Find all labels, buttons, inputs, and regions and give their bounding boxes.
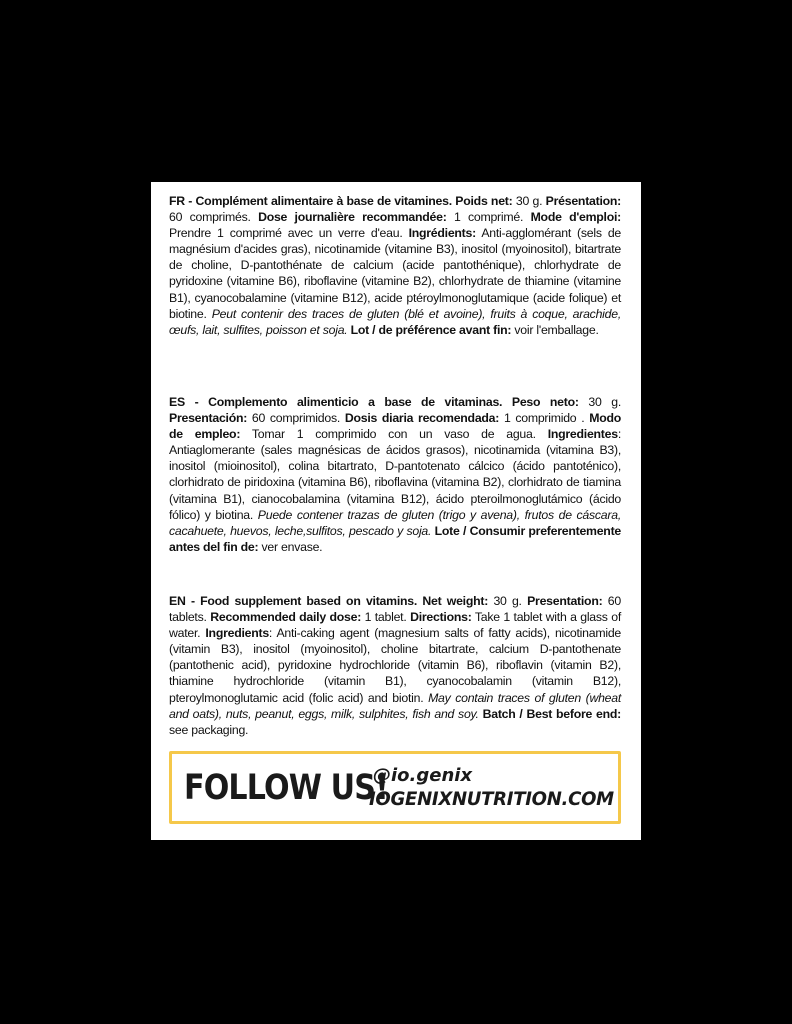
es-net-weight-label: Peso neto: xyxy=(511,395,579,409)
fr-net-weight-label: Poids net: xyxy=(455,194,513,208)
es-ingredients-label: Ingredientes xyxy=(547,427,618,442)
fr-lot-label: Lot / de préférence avant fin: xyxy=(350,322,512,337)
es-lot-value: ver envase. xyxy=(261,539,323,554)
es-dose-label: Dosis diaria recomendada: xyxy=(344,411,500,426)
fr-heading: FR - Complément alimentaire à base de vitamines. xyxy=(169,194,452,208)
label-section-es xyxy=(169,394,621,555)
label-section-en xyxy=(169,593,621,738)
fr-net-weight-value: 30 g. xyxy=(515,194,543,208)
website-url: IOGENIXNUTRITION.COM xyxy=(369,788,614,810)
fr-allergens: Peut contenir des traces de gluten (blé et avoine), fruits à coque, arachide, œufs, lait, sulfites, poisson et soja. xyxy=(169,306,621,337)
fr-ingredients-value: Anti-agglomérant (sels de magnésium d'acides gras), nicotinamide (vitamine B3), inositol (myoinositol), bitartrate de choline, D-pantothénate de calcium (acide pantothénique), chlorhydrate de pyridoxine (vitamine B6), riboflavine (vitamine B2), chlorhydrate de thiamine (vitamine B1), cyanocobalamine (vitamine B12), acide ptéroylmonoglutamique (acide folique) et biotine. xyxy=(169,226,622,321)
en-lot-label: Batch / Best before end: xyxy=(482,706,621,721)
es-heading: ES - Complemento alimenticio a base de vitaminas. xyxy=(169,395,503,409)
es-net-weight-value: 30 g. xyxy=(588,395,621,409)
es-dose-value: 1 comprimido . xyxy=(503,411,585,426)
es-ingredients-value: : Antiaglomerante (sales magnésicas de ácidos grasos), nicotinamida (vitamina B3), inositol (mioinositol), colina bitartrato, D-pantotenato cálcico (ácido pantoténico), clorhidrato de piridoxina (vitamina B6), riboflavina (vitamina B2), clorhidrato de tiamina (vitamina B1), cianocobalamina (vitamina B12), ácido pteroilmonoglutámico (ácido fólico) y biotina. xyxy=(169,427,621,522)
es-presentation-value: 60 comprimidos. xyxy=(251,411,341,426)
es-directions-value: Tomar 1 comprimido con un vaso de agua. xyxy=(251,427,536,442)
es-directions-label: Modo de empleo: xyxy=(169,411,621,442)
en-presentation-label: Presentation: xyxy=(527,594,603,608)
fr-presentation-label: Présentation: xyxy=(545,194,622,208)
en-net-weight-label: Net weight: xyxy=(422,594,489,608)
en-directions-label: Directions: xyxy=(410,610,472,625)
es-lot-label: Lote / Consumir preferentemente antes del fin de: xyxy=(169,523,622,554)
en-heading: EN - Food supplement based on vitamins. xyxy=(169,594,417,608)
label-section-fr xyxy=(169,193,621,338)
fr-dose-label: Dose journalière recommandée: xyxy=(258,210,447,225)
es-presentation-label: Presentación: xyxy=(169,411,248,426)
en-allergens: May contain traces of gluten (wheat and oats), nuts, peanut, eggs, milk, sulphites, fish and soy. xyxy=(169,690,622,721)
fr-directions-label: Mode d'emploi: xyxy=(530,210,621,225)
fr-lot-value: voir l'emballage. xyxy=(514,322,599,337)
fr-ingredients-label: Ingrédients: xyxy=(408,226,476,241)
en-dose-label: Recommended daily dose: xyxy=(210,610,362,625)
product-label xyxy=(151,182,641,840)
en-presentation-value: 60 tablets. xyxy=(169,594,621,625)
en-ingredients-value: : Anti-caking agent (magnesium salts of fatty acids), nicotinamide (vitamin B3), inositol (myoinositol), choline bitartrate, calcium D-pantothenate (pantothenic acid), pyridoxine hydrochloride (vitamin B6), riboflavin (vitamin B2), thiamine hydrochloride (vitamin B1), cyanocobalamin (vitamin B12), pteroylmonoglutamic acid (folic acid) and biotin. xyxy=(169,626,621,705)
en-net-weight-value: 30 g. xyxy=(493,594,522,608)
fr-presentation-value: 60 comprimés. xyxy=(169,210,251,225)
en-directions-value: Take 1 tablet with a glass of water. xyxy=(169,610,621,641)
en-lot-value: see packaging. xyxy=(169,722,249,737)
fr-dose-value: 1 comprimé. xyxy=(453,210,524,225)
fr-directions-value: Prendre 1 comprimé avec un verre d'eau. xyxy=(169,226,403,241)
social-handle: @io.genix xyxy=(373,765,473,786)
en-ingredients-label: Ingredients xyxy=(205,626,269,641)
en-dose-value: 1 tablet. xyxy=(364,610,407,625)
follow-us-box xyxy=(169,751,621,824)
follow-us-title: FOLLOW US! xyxy=(184,768,388,808)
es-allergens: Puede contener trazas de gluten (trigo y avena), frutos de cáscara, cacahuete, huevos, leche,sulfitos, pescado y soja. xyxy=(169,507,621,538)
